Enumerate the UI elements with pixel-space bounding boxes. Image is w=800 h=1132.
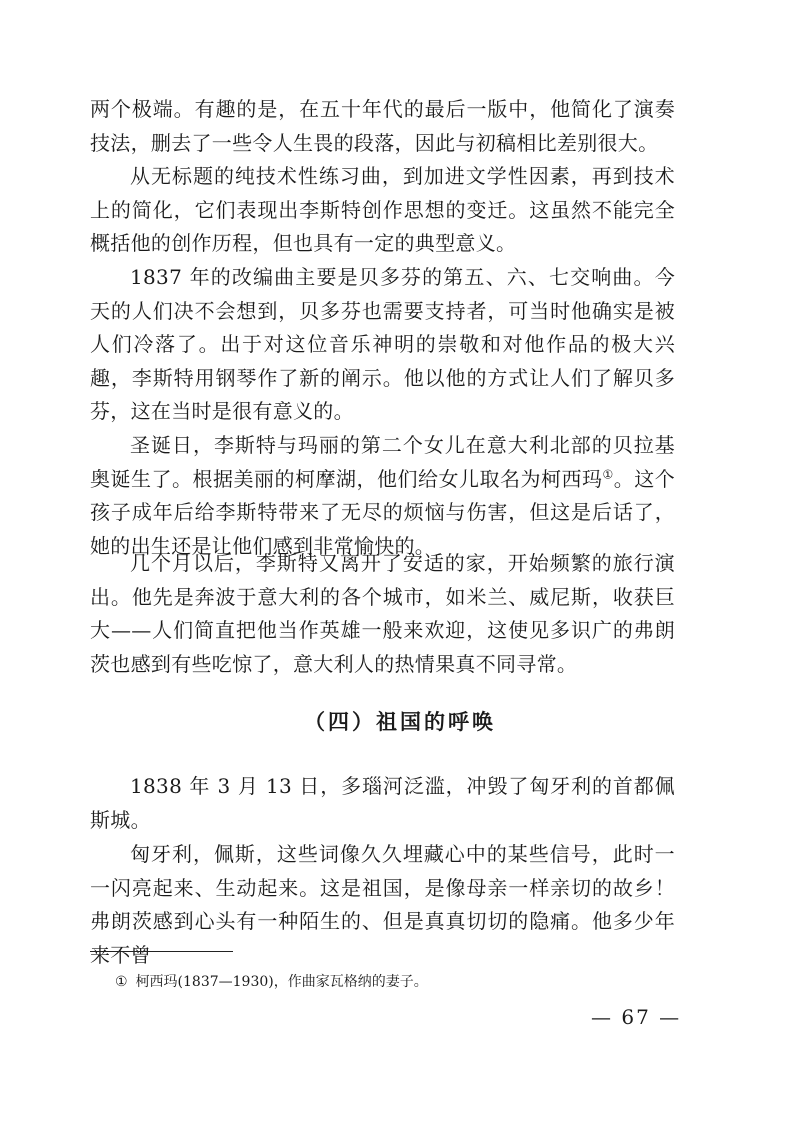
footnote-text: 柯西玛(1837—1930)，作曲家瓦格纳的妻子。 [135, 974, 428, 990]
paragraph-4-text-before: 圣诞日，李斯特与玛丽的第二个女儿在意大利北部的贝拉基奥诞生了。根据美丽的柯摩湖，他们给女儿取名为柯西玛 [90, 433, 675, 491]
paragraph-4-text-after: 。这个孩子成年后给李斯特带来了无尽的烦恼与伤害，但这是后话了，她的出生还是让他们感到非常愉快的。 [90, 466, 676, 558]
paragraph-1: 两个极端。有趣的是，在五十年代的最后一版中，他简化了演奏技法，删去了一些令人生畏的段落，因此与初稿相比差别很大。 [90, 97, 675, 155]
footnote-reference-mark: ① [602, 466, 614, 481]
paragraph-6: 1838 年 3 月 13 日，多瑙河泛滥，冲毁了匈牙利的首都佩斯城。 [90, 774, 675, 832]
paragraph-2: 从无标题的纯技术性练习曲，到加进文学性因素，再到技术上的简化，它们表现出李斯特创作思想的变迁。这虽然不能完全概括他的创作历程，但也具有一定的典型意义。 [90, 164, 675, 255]
paragraph-3: 1837 年的改编曲主要是贝多芬的第五、六、七交响曲。今天的人们决不会想到，贝多芬也需要支持者，可当时他确实是被人们冷落了。出于对这位音乐神明的崇敬和对他作品的极大兴趣，李斯特用钢琴作了新的阐示。他以他的方式让人们了解贝多芬，这在当时是很有意义的。 [90, 265, 675, 423]
footnote [115, 972, 428, 992]
paragraph-4 [90, 429, 675, 563]
footnote-divider [90, 951, 233, 952]
section-heading: （四）祖国的呼唤 [304, 709, 496, 734]
footnote-mark: ① [115, 974, 128, 990]
page-number: — 67 — [591, 1005, 682, 1029]
paragraph-5: 几个月以后，李斯特又离开了安适的家，开始频繁的旅行演出。他先是奔波于意大利的各个城市，如米兰、威尼斯，收获巨大——人们简直把他当作英雄一般来欢迎，这使见多识广的弗朗茨也感到有些吃惊了，意大利人的热情果真不同寻常。 [90, 551, 675, 676]
paragraph-7: 匈牙利，佩斯，这些词像久久埋藏心中的某些信号，此时一一闪亮起来、生动起来。这是祖国，是像母亲一样亲切的故乡！弗朗茨感到心头有一种陌生的、但是真真切切的隐痛。他多少年来不曾 [90, 842, 675, 967]
